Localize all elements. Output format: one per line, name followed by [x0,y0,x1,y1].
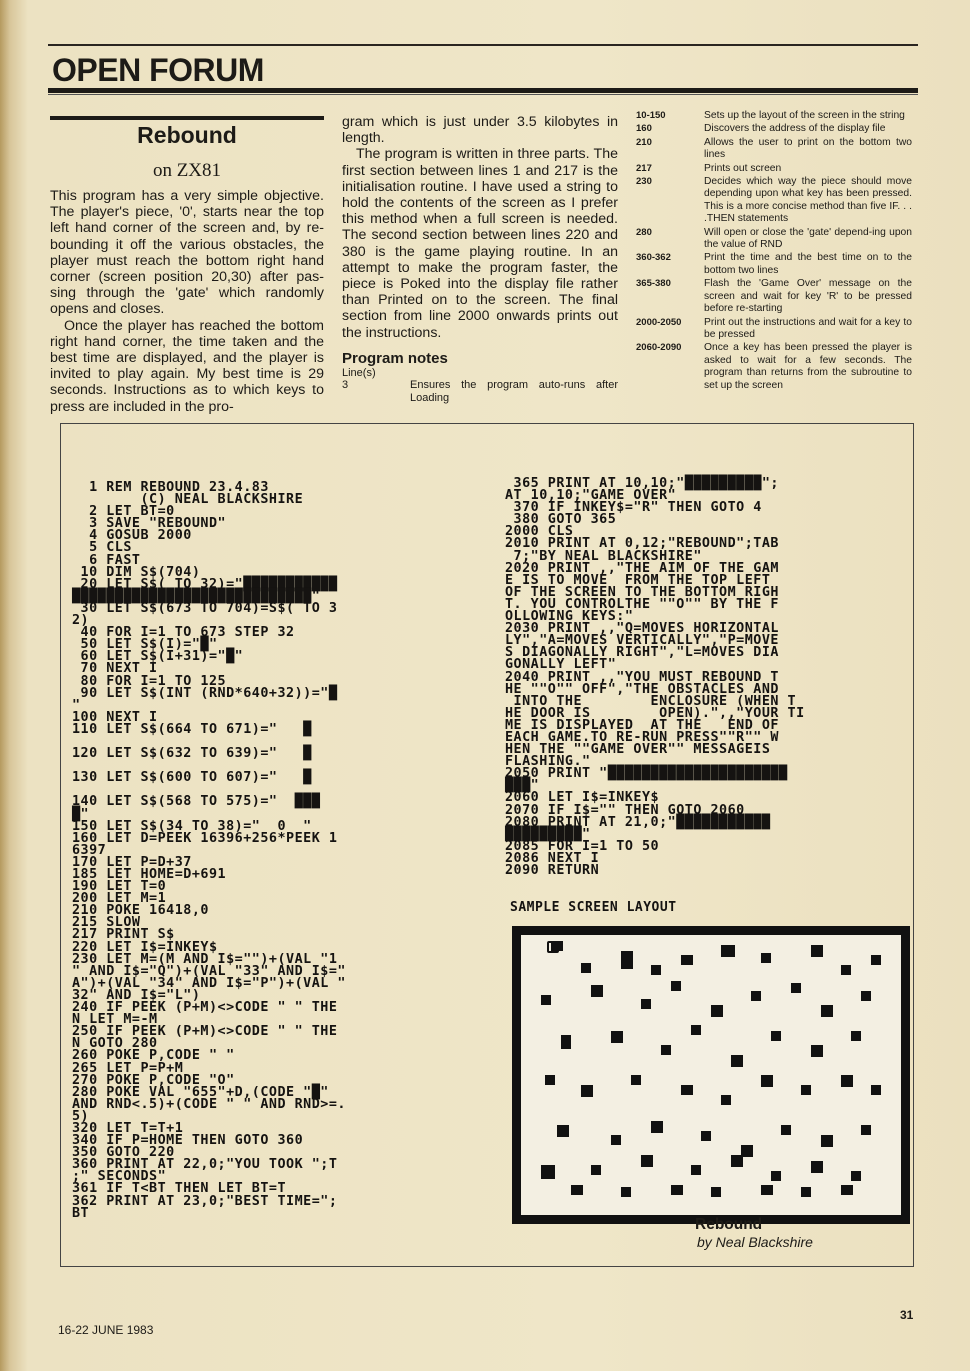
figure-author: by Neal Blackshire [697,1234,813,1250]
obstacle-block [861,1125,871,1135]
note-row [636,163,912,175]
article-column-2 [342,114,618,405]
obstacle-block [651,965,661,975]
obstacle-block [591,985,603,997]
obstacle-block [651,1121,663,1133]
obstacle-block [611,1135,621,1145]
obstacle-block [871,955,881,965]
obstacle-block [871,1085,881,1095]
obstacle-block [581,1085,593,1097]
obstacle-block [711,1187,721,1197]
obstacle-block [721,945,735,957]
obstacle-block [641,1155,653,1167]
page-number: 31 [900,1308,914,1322]
note-text: Once a key has been pressed the player is asked to wait for a few seconds. The program than returns from the subroutine to set up the screen [704,342,912,391]
note-row [342,379,618,405]
note-line-number: 230 [636,176,652,188]
obstacle-block [761,1075,773,1087]
note-line-number: 217 [636,162,652,174]
obstacle-block [681,955,693,965]
obstacle-block [621,951,633,969]
code-listing-left: 1 REM REBOUND 23.4.83 (C) NEAL BLACKSHIRE 2 LET BT=0 3 SAVE "REBOUND" 4 GOSUB 2000 5 CLS 6 FAST 10 DIM S$(704) 20 LET S$( TO 32)="███████████ ████████████████████████████" 30 LET S$(673 TO 704)=S$( TO 3 2) 40 FOR I=1 TO 673 STEP 32 50 LET S$(I)="█" 60 LET S$(I+31)="█" 70 NEXT I 80 FOR I=1 TO 125 90 LET S$(INT (RND*640+32))="█ " 100 NEXT I 110 LET S$(664 TO 671)=" █ 120 LET S$(632 TO 639)=" █ 130 LET S$(600 TO 607)=" █ 140 LET S$(568 TO 575)=" ███ █" 150 LET S$(34 TO 38)=" 0 " 160 LET D=PEEK 16396+256*PEEK 1 6397 170 LET P=D+37 185 LET HOME=D+691 190 LET T=0 200 LET M=1 210 POKE 16418,0 215 SLOW 217 PRINT S$ 220 LET I$=INKEY$ 230 LET M=(M AND I$="")+(VAL "1 " AND I$="Q")+(VAL "33" AND I$=" A")+(VAL "34" AND I$="P")+(VAL " 32" AND I$="L") 240 IF PEEK (P+M)<>CODE " " THE N LET M=-M 250 IF PEEK (P+M)<>CODE " " THE N GOTO 280 260 POKE P,CODE " " 265 LET P=P+M 270 POKE P,CODE "O" 280 POKE VAL "655"+D,(CODE "█" AND RND<.5)+(CODE " " AND RND>=. 5) 320 LET T=T+1 340 IF P=HOME THEN GOTO 360 350 GOTO 220 360 PRINT AT 22,0;"YOU TOOK ";T ;" SECONDS" 361 IF T<BT THEN LET BT=T 362 PRINT AT 23,0;"BEST TIME="; BT [72,480,346,1221]
obstacle-block [731,1055,743,1067]
note-line-number: 3 [342,379,349,392]
notes-column-label: Line(s) [342,367,376,380]
note-line-number: 160 [636,123,652,135]
note-text: Print the time and the best time on to the bottom two lines [704,252,912,276]
note-row [636,342,912,392]
top-rule [48,44,918,46]
obstacle-block [631,1075,641,1085]
obstacle-block [541,995,551,1005]
player-piece [547,941,559,953]
note-text: Prints out screen [704,162,782,174]
note-text: Print out the instructions and wait for a key to be pressed [704,316,912,340]
code-listing-right: 365 PRINT AT 10,10;"█████████"; AT 10,10;"GAME OVER" 370 IF INKEY$="R" THEN GOTO 4 380 GOTO 365 2000 CLS 2010 PRINT AT 0,12;"REBOUND";TAB 7;"BY NEAL BLACKSHIRE" 2020 PRINT ,,"THE AIM OF THE GAM E IS TO MOVE FROM THE TOP LEFT OF THE SCREEN TO THE BOTTOM RIGH T. YOU CONTROLTHE ""O"" BY THE F OLLOWING KEYS:" 2030 PRINT ,,"Q=MOVES HORIZONTAL LY","A=MOVES VERTICALLY","P=MOVE S DIAGONALLY RIGHT","L=MOVES DIA GONALLY LEFT" 2040 PRINT ,,"YOU MUST REBOUND T HE ""O"" OFF","THE OBSTACLES AND INTO THE ENCLOSURE (WHEN T HE DOOR IS OPEN).",,"YOUR TI ME IS DISPLAYED AT THE END OF EACH GAME.TO RE-RUN PRESS""R"" W HEN THE ""GAME OVER"" MESSAGEIS FLASHING." 2050 PRINT "█████████████████████ ███" 2060 LET I$=INKEY$ 2070 IF I$="" THEN GOTO 2060 2080 PRINT AT 21,0;"███████████ █████████" 2085 FOR I=1 TO 50 2086 NEXT I 2090 RETURN [505,476,805,878]
section-title: OPEN FORUM [52,52,264,88]
obstacle-block [751,991,761,1001]
obstacle-block [701,1131,711,1141]
obstacle-block [641,999,651,1009]
obstacle-block [661,1045,671,1055]
note-text: Allows the user to print on the bottom two lines [704,136,912,161]
obstacle-block [811,1161,823,1173]
obstacle-block [821,1135,833,1147]
note-row [636,110,912,122]
note-line-number: 210 [636,136,652,148]
paragraph: This program has a very simple objective. The player's piece, '0', starts near the top left hand corner of the screen and, by re-bounding it off the various obstacles, the player must reach the bottom right hand corner (screen position 20,30) after pas-sing through the 'gate' which randomly opens and closes. [50,188,324,318]
obstacle-block [851,1031,861,1041]
sample-screen-figure [512,926,910,1224]
obstacle-block [841,965,851,975]
obstacle-block [771,1171,781,1181]
obstacle-block [811,945,823,957]
obstacle-block [861,991,871,1001]
obstacle-block [691,1165,701,1175]
article-subtitle: on ZX81 [152,160,222,181]
obstacle-block [761,953,771,963]
paragraph: Once the player has reached the bottom right hand corner, the time taken and the best time are displayed, and the player is invited to play again. My best time is 29 seconds. Instructions as to which keys to press are included in the pro- [50,317,324,415]
note-text: Discovers the address of the display file [704,123,886,135]
note-text: Will open or close the 'gate' depend-ing upon the value of RND [704,226,912,251]
figure-title: Rebound [695,1216,763,1233]
obstacle-block [791,983,801,993]
obstacle-block [801,1085,811,1095]
note-line-number: 360-362 [636,252,671,264]
obstacle-block [691,1025,701,1035]
obstacle-block [671,981,681,991]
obstacle-block [681,1085,693,1095]
footer-date: 16-22 JUNE 1983 [58,1323,154,1337]
note-line-number: 2060-2090 [636,342,682,354]
obstacle-block [821,1005,833,1017]
obstacle-block [571,1185,583,1195]
note-line-number: 365-380 [636,278,671,290]
obstacle-block [621,1187,631,1197]
obstacle-block [561,1035,571,1049]
obstacle-block [671,1185,683,1195]
note-text: Flash the 'Game Over' message on the screen and wait for key 'R' to be pressed before re-starting [704,278,912,315]
note-line-number: 280 [636,226,652,238]
obstacle-block [545,1075,555,1085]
obstacle-block [771,1031,781,1041]
note-row [636,278,912,315]
obstacle-block [557,1125,569,1137]
note-text: Ensures the program auto-runs after Loading [410,379,618,405]
note-line-number: 2000-2050 [636,316,682,328]
note-row [636,137,912,162]
note-row [636,123,912,135]
obstacle-block [781,1125,791,1135]
box-rule [48,94,918,95]
obstacle-block [801,1187,811,1197]
obstacle-block [761,1185,773,1195]
obstacle-block [721,1095,731,1105]
note-row [636,176,912,226]
note-row [636,252,912,277]
program-notes-list [636,110,912,393]
obstacle-block [711,1005,723,1017]
obstacle-block [541,1165,555,1179]
note-text: Sets up the layout of the screen in the string [704,110,905,121]
paragraph: The program is written in three parts. The first section between lines 1 and 217 is the initialisation routine. I have used a string to hold the contents of the screen as I prefer this method when a full screen is needed. The second section between lines 220 and 380 is the game playing routine. In an attempt to make the program faster, the piece is Poked into the display file rather than Printed on to the screen. The final section from line 2000 onwards prints out the instructions. [342,146,618,341]
obstacle-block [851,1171,861,1181]
obstacle-block [841,1075,853,1087]
obstacle-block [611,1031,623,1043]
note-row [636,227,912,252]
obstacle-block [811,1045,823,1057]
obstacle-block [731,1155,743,1167]
note-row [636,317,912,342]
sample-screen-label: SAMPLE SCREEN LAYOUT [510,900,677,915]
paragraph: gram which is just under 3.5 kilobytes in length. [342,114,618,147]
notes-heading: Program notes [342,349,448,367]
obstacle-block [841,1185,853,1195]
note-text: Decides which way the piece should move depending upon what key has been pressed. This is a more concise method than five IF. . . .THEN statements [704,176,912,225]
note-line-number: 10-150 [636,110,666,121]
header-rule [48,88,918,93]
article-rule [50,116,324,120]
obstacle-block [591,1165,601,1175]
obstacle-block [581,963,591,973]
article-title: Rebound [137,122,237,148]
